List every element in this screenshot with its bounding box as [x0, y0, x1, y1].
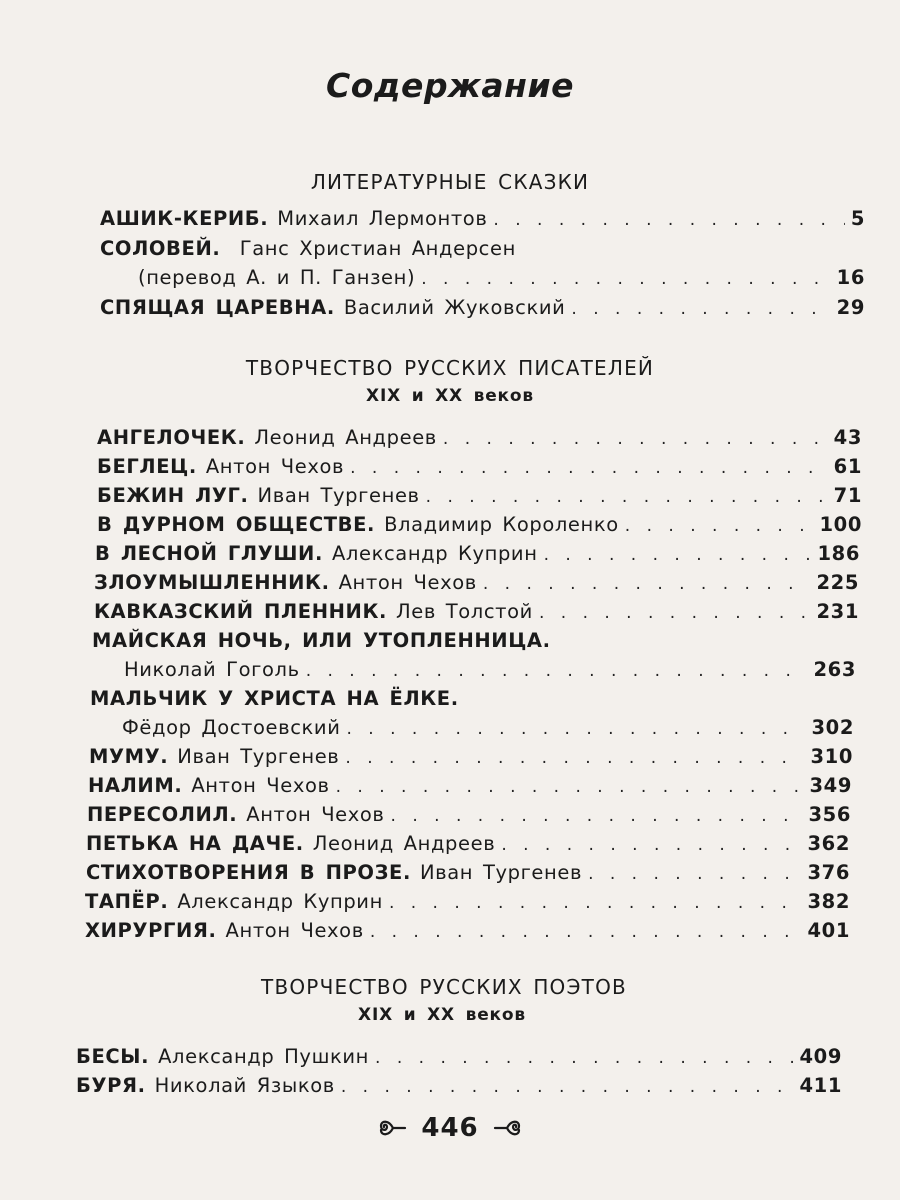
leader-dots: [306, 661, 808, 681]
entry-title: СТИХОТВОРЕНИЯ В ПРОЗЕ.: [86, 861, 411, 884]
entry-page: 5: [850, 207, 865, 230]
entry-page: 100: [819, 513, 862, 536]
toc-entry-line[interactable]: [100, 237, 516, 260]
toc-entry[interactable]: [138, 266, 865, 289]
entry-page: 225: [816, 571, 859, 594]
entry-author: Ганс Христиан Андерсен: [239, 237, 516, 260]
entry-title: КАВКАЗСКИЙ ПЛЕННИК.: [94, 600, 387, 623]
entry-title: В ДУРНОМ ОБЩЕСТВЕ.: [97, 513, 376, 536]
entry-page: 231: [816, 600, 859, 623]
section-heading: ЛИТЕРАТУРНЫЕ СКАЗКИ: [310, 170, 590, 194]
leader-dots: [375, 1048, 793, 1068]
leader-dots: [341, 1077, 794, 1097]
leader-dots: [501, 835, 801, 855]
entry-page: 409: [799, 1045, 842, 1068]
section-heading: ТВОРЧЕСТВО РУССКИХ ПОЭТОВ: [261, 975, 627, 999]
entry-title: ТАПЁР.: [85, 890, 169, 913]
entry-page: 263: [813, 658, 856, 681]
toc-entry[interactable]: [76, 1074, 842, 1097]
entry-author-continued: (перевод А. и П. Ганзен): [138, 266, 416, 289]
entry-title: МУМУ.: [89, 745, 169, 768]
entry-author: Василий Жуковский: [343, 296, 566, 319]
entry-page: 61: [833, 455, 862, 478]
toc-entry[interactable]: [97, 426, 862, 449]
leader-dots: [539, 603, 811, 623]
entry-page: 349: [809, 774, 852, 797]
entry-author: Леонид Андреев: [254, 426, 437, 449]
entry-page: 43: [833, 426, 862, 449]
entry-page: 401: [807, 919, 850, 942]
leader-dots: [493, 210, 844, 230]
toc-entry[interactable]: [86, 861, 850, 884]
leader-dots: [336, 777, 804, 797]
entry-author-continued: Фёдор Достоевский: [122, 716, 341, 739]
entry-author: Александр Куприн: [177, 890, 383, 913]
entry-title: БЕГЛЕЦ.: [97, 455, 197, 478]
entry-author: Лев Толстой: [396, 600, 533, 623]
toc-entry[interactable]: [86, 832, 850, 855]
entry-title: В ЛЕСНОЙ ГЛУШИ.: [95, 542, 323, 565]
toc-entry[interactable]: [100, 296, 865, 319]
toc-entry[interactable]: [85, 890, 850, 913]
entry-author: Антон Чехов: [205, 455, 345, 478]
toc-entry[interactable]: [95, 542, 860, 565]
entry-author: Антон Чехов: [246, 803, 385, 826]
toc-entry[interactable]: [124, 658, 856, 681]
entry-title: ХИРУРГИЯ.: [85, 919, 217, 942]
entry-title: СОЛОВЕЙ.: [100, 237, 221, 260]
toc-entry[interactable]: [122, 716, 854, 739]
entry-page: 362: [807, 832, 850, 855]
entry-title: БЕСЫ.: [76, 1045, 150, 1068]
entry-title: АШИК-КЕРИБ.: [100, 207, 269, 230]
leader-dots: [389, 893, 802, 913]
entry-title: БЕЖИН ЛУГ.: [97, 484, 249, 507]
entry-author: Иван Тургенев: [419, 861, 583, 884]
toc-entry-line[interactable]: МАЙСКАЯ НОЧЬ, ИЛИ УТОПЛЕННИЦА.: [92, 629, 551, 652]
leader-dots: [571, 299, 830, 319]
page-number-footer: [0, 1112, 900, 1143]
leader-dots: [443, 429, 828, 449]
scroll-ornament-icon: [375, 1117, 407, 1139]
entry-page: 29: [836, 296, 865, 319]
leader-dots: [625, 516, 814, 536]
entry-title: СПЯЩАЯ ЦАРЕВНА.: [100, 296, 335, 319]
leader-dots: [421, 269, 830, 289]
scroll-ornament-icon: [493, 1117, 525, 1139]
leader-dots: [544, 545, 812, 565]
section-subheading: XIX и XX веков: [358, 1005, 526, 1025]
leader-dots: [483, 574, 811, 594]
toc-entry[interactable]: [87, 803, 851, 826]
leader-dots: [426, 487, 828, 507]
entry-author: Николай Языков: [154, 1074, 335, 1097]
leader-dots: [346, 719, 805, 739]
page-title: Содержание: [326, 66, 574, 105]
entry-title: ЗЛОУМЫШЛЕННИК.: [94, 571, 330, 594]
entry-author-continued: Николай Гоголь: [124, 658, 300, 681]
section-heading: ТВОРЧЕСТВО РУССКИХ ПИСАТЕЛЕЙ: [245, 356, 655, 380]
entry-page: 310: [810, 745, 853, 768]
section-subheading: XIX и XX веков: [366, 386, 534, 406]
leader-dots: [391, 806, 803, 826]
entry-page: 186: [817, 542, 860, 565]
toc-entry[interactable]: [97, 484, 862, 507]
entry-title: ПЕРЕСОЛИЛ.: [87, 803, 238, 826]
leader-dots: [345, 748, 804, 768]
entry-page: 382: [807, 890, 850, 913]
leader-dots: [350, 458, 828, 478]
toc-entry[interactable]: [88, 774, 852, 797]
toc-entry[interactable]: [100, 207, 865, 230]
entry-author: Леонид Андреев: [312, 832, 496, 855]
entry-page: 356: [808, 803, 851, 826]
toc-entry-line[interactable]: МАЛЬЧИК У ХРИСТА НА ЁЛКЕ.: [90, 687, 459, 710]
entry-author: Иван Тургенев: [257, 484, 420, 507]
toc-entry[interactable]: [97, 455, 862, 478]
entry-author: Владимир Короленко: [384, 513, 619, 536]
leader-dots: [588, 864, 801, 884]
toc-entry[interactable]: [94, 600, 859, 623]
toc-entry[interactable]: [94, 571, 859, 594]
toc-entry[interactable]: [85, 919, 850, 942]
entry-title: НАЛИМ.: [88, 774, 183, 797]
toc-entry[interactable]: [89, 745, 853, 768]
entry-author: Михаил Лермонтов: [277, 207, 488, 230]
entry-page: 411: [799, 1074, 842, 1097]
entry-title: БУРЯ.: [76, 1074, 146, 1097]
entry-author: Антон Чехов: [225, 919, 364, 942]
entry-author: Иван Тургенев: [177, 745, 340, 768]
leader-dots: [370, 922, 802, 942]
entry-page: 376: [807, 861, 850, 884]
entry-author: Александр Пушкин: [158, 1045, 370, 1068]
page-number: 446: [421, 1112, 479, 1143]
entry-title: ПЕТЬКА НА ДАЧЕ.: [86, 832, 304, 855]
entry-author: Антон Чехов: [338, 571, 477, 594]
toc-entry[interactable]: [97, 513, 862, 536]
entry-author: Александр Куприн: [331, 542, 538, 565]
entry-page: 71: [833, 484, 862, 507]
entry-title: АНГЕЛОЧЕК.: [97, 426, 246, 449]
entry-page: 16: [836, 266, 865, 289]
entry-author: Антон Чехов: [191, 774, 330, 797]
entry-page: 302: [811, 716, 854, 739]
toc-entry[interactable]: [76, 1045, 842, 1068]
